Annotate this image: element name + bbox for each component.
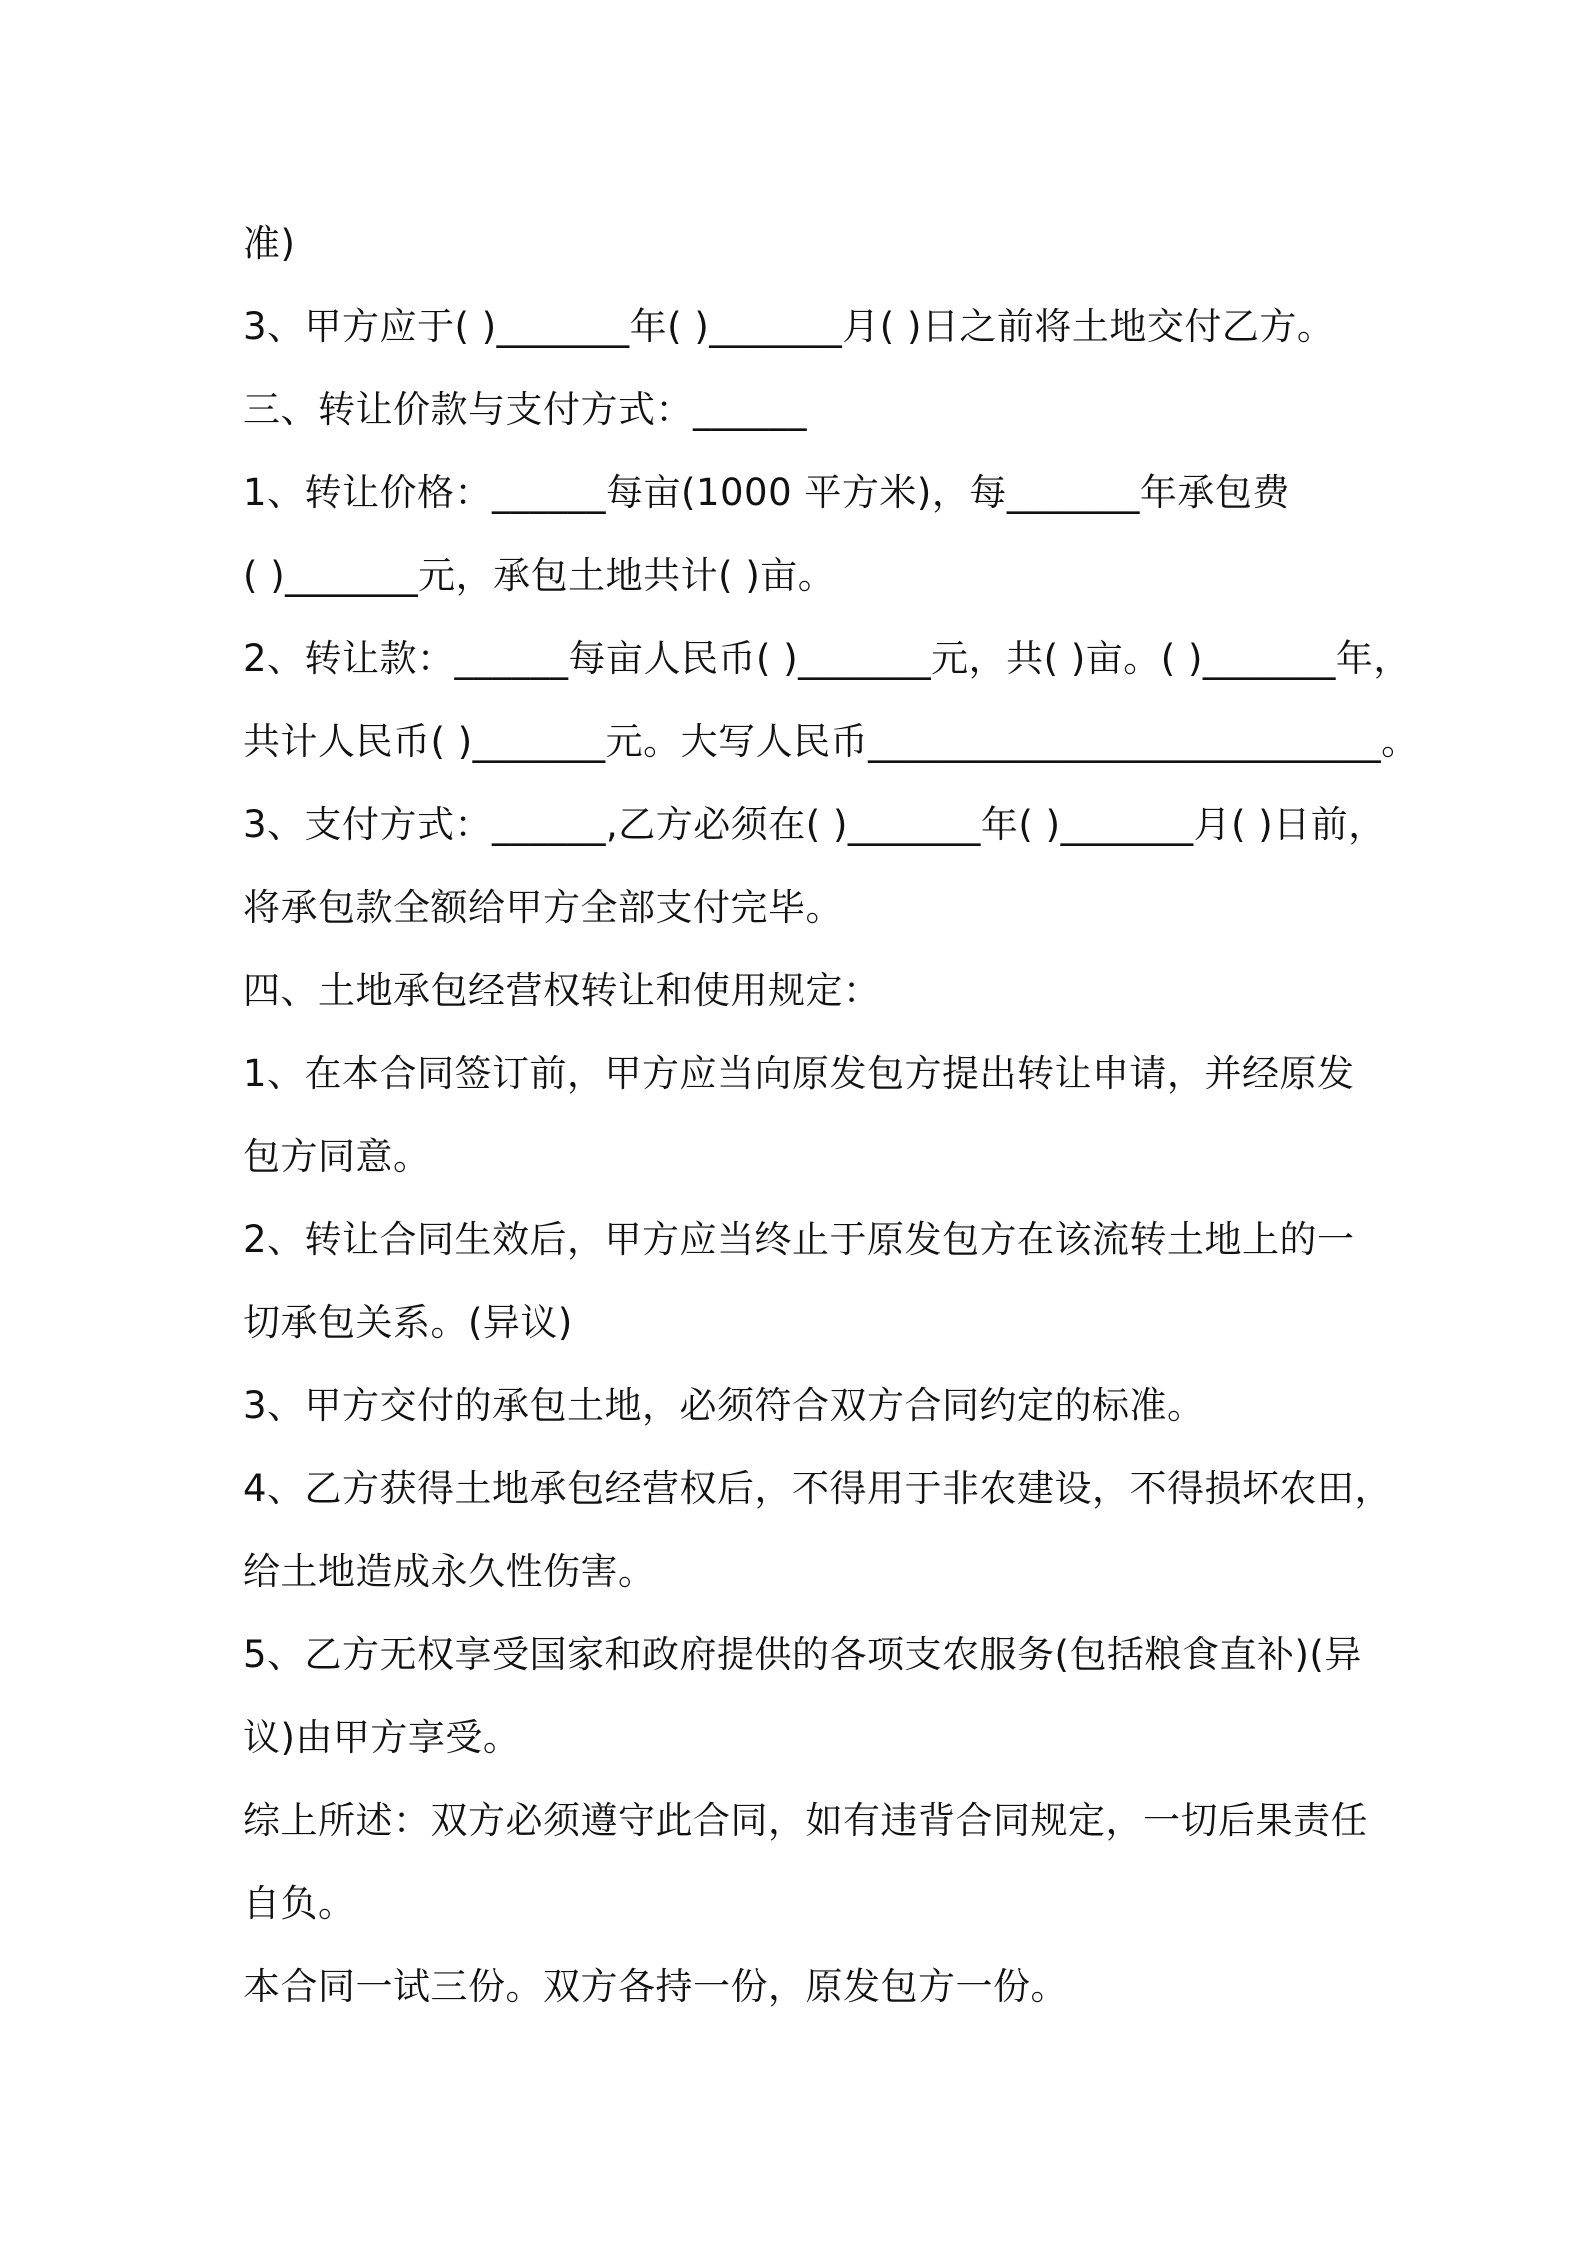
text-line: 共计人民币( )_______元。大写人民币___________________________。: [243, 720, 1419, 763]
text-line: 给土地造成永久性伤害。: [243, 1550, 656, 1593]
text-line: 1、在本合同签订前，甲方应当向原发包方提出转让申请，并经原发: [243, 1052, 1355, 1095]
text-line: 5、乙方无权享受国家和政府提供的各项支农服务(包括粮食直补)(异: [243, 1633, 1362, 1676]
section-heading: 三、转让价款与支付方式：______: [243, 388, 807, 431]
text-line: 切承包关系。(异议): [243, 1301, 573, 1344]
text-line: 自负。: [243, 1882, 356, 1925]
contract-body: [243, 202, 1419, 2028]
text-line: 将承包款全额给甲方全部支付完毕。: [243, 886, 843, 929]
text-line: 2、转让款：______每亩人民币( )_______元，共( )亩。( )_______年，: [243, 637, 1411, 680]
text-line: 综上所述：双方必须遵守此合同，如有违背合同规定，一切后果责任: [243, 1799, 1368, 1842]
text-line: 准): [243, 222, 296, 265]
text-line: 4、乙方获得土地承包经营权后，不得用于非农建设，不得损坏农田，: [243, 1467, 1393, 1510]
text-line: 议)由甲方享受。: [243, 1716, 521, 1759]
text-line: 3、甲方交付的承包土地，必须符合双方合同约定的标准。: [243, 1384, 1205, 1427]
text-line: 3、支付方式：______,乙方必须在( )_______年( )_______月( )日前，: [243, 803, 1386, 846]
text-line: 1、转让价格：______每亩(1000 平方米)，每_______年承包费: [243, 471, 1290, 514]
text-line: 3、甲方应于( )_______年( )_______月( )日之前将土地交付乙方。: [243, 305, 1335, 348]
text-line: ( )_______元，承包土地共计( )亩。: [243, 554, 836, 597]
section-heading: 四、土地承包经营权转让和使用规定：: [243, 969, 881, 1012]
text-line: 2、转让合同生效后，甲方应当终止于原发包方在该流转土地上的一: [243, 1218, 1355, 1261]
text-line: 包方同意。: [243, 1135, 431, 1178]
text-line: 本合同一试三份。双方各持一份，原发包方一份。: [243, 1965, 1068, 2008]
